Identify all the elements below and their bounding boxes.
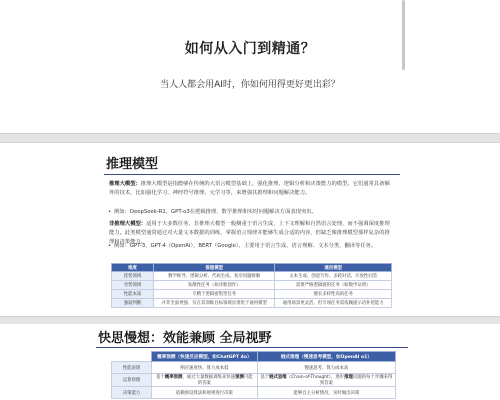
- bullet-example-general: • 例如：GPT-3、GPT-4（OpenAI），BERT（Google），主要用于语言生成、语言理解、文本分类、翻译等任务。: [114, 242, 394, 251]
- cell-emphasis: 预测: [235, 375, 244, 380]
- section-title-reasoning: 推理模型: [106, 157, 159, 172]
- table-cell: 通用场景更灵活，但专项任务需依赖提示语补偿能力: [275, 299, 392, 308]
- page-subtitle: 当人人都会用AI时，你如何用得更好更出彩？: [160, 80, 340, 90]
- table-row: [112, 299, 392, 308]
- table-cell: 劣势领域: [112, 281, 154, 290]
- cell-emphasis: 链式思维: [269, 375, 287, 380]
- table-row: [112, 374, 396, 387]
- table-cell: 优势领域: [112, 272, 154, 281]
- table-row: [112, 362, 396, 374]
- section-title-fast-slow: 快思慢想：效能兼顾 全局视野: [98, 331, 272, 346]
- page-separator: [0, 133, 500, 143]
- table-header: 链式推理（慢速思考模型，如OpenAI o1）: [257, 352, 395, 362]
- cover-page: [0, 0, 500, 133]
- table-header: 通用模型: [275, 264, 392, 272]
- table-row: [112, 272, 392, 281]
- table-cell: 决策能力: [112, 387, 152, 399]
- page-separator: [0, 316, 500, 324]
- term-label: 推理大模型：: [109, 181, 141, 187]
- reasoning-page: [96, 143, 403, 324]
- paragraph-text: 推理大模型是指能够在传统的大语言模型基础上，强化推理、逻辑分析和决策能力的模型。它们通常具备额外的技术，比如强化学习、神经符号推理、元学习等，来增强其推理和问题解决能力。: [109, 181, 390, 196]
- cell-emphasis: 推理: [344, 375, 353, 380]
- table-header: 推理模型: [154, 264, 275, 272]
- table-cell: 数学推导、逻辑分析、代码生成、复杂问题拆解: [154, 272, 275, 281]
- table-cell: 擅长多样性高的任务: [275, 290, 392, 299]
- table-cell: 专精于逻辑密集型任务: [154, 290, 275, 299]
- table-cell: 并非全面更强，仅在其训练目标领域显著优于通用模型: [154, 299, 275, 308]
- paragraph-text: 适用于大多数任务，非推理大模型一般侧重于语言生成、上下文理解和自然语言处理，而不强调深度推理能力。此类模型通常通过对大量文本数据的训练，掌握语言规律并能够生成合适的内容，但缺乏像推理模型那样复杂的推理和决策能力。: [109, 221, 390, 245]
- cell-text: 问题的每个步骤来得到答案: [319, 375, 393, 386]
- fast-slow-page: [96, 324, 408, 400]
- page-title: 如何从入门到精通？: [184, 41, 316, 57]
- table-cell: 发散性任务（如诗歌创作）: [154, 281, 275, 290]
- table-cell: 能够自主分析情况，实时做出决策: [257, 387, 395, 399]
- bullet-example-reasoning: • 例如：DeepSeek-R1，GPT-o3在逻辑推理、数学推理和实时问题解决方面表现突出。: [114, 208, 394, 217]
- comparison-table-reasoning: [111, 263, 392, 308]
- cell-text: 可能的答案: [197, 375, 253, 386]
- paragraph-reasoning-model: [109, 180, 394, 198]
- table-cell: 响应速度快、算力成本低: [152, 362, 258, 374]
- cell-text: （Chain-of-Thought），逐步: [286, 375, 345, 380]
- cell-text: 基于: [156, 375, 165, 380]
- cell-emphasis: 概率预测: [164, 375, 183, 380]
- table-row: [112, 281, 392, 290]
- table-header-empty: [112, 352, 152, 362]
- table-cell: [152, 374, 258, 387]
- table-cell: 运算原理: [112, 374, 152, 387]
- table-header: 维度: [112, 264, 154, 272]
- table-header: 概率预测（快速反应模型，如ChatGPT 4o）: [152, 352, 258, 362]
- table-cell: 性能表现: [112, 362, 152, 374]
- table-cell: 强弱判断: [112, 299, 154, 308]
- table-cell: 文本生成、创意写作、多轮对话、开放性问答: [275, 272, 392, 281]
- scrollbar-thumb[interactable]: [402, 0, 405, 70]
- table-row: [112, 290, 392, 299]
- table-cell: 慢速思考、算力成本高: [257, 362, 395, 374]
- table-cell: 依赖预设算法和规则进行决策: [152, 387, 258, 399]
- table-cell: 性能本质: [112, 290, 154, 299]
- section-divider: [104, 174, 400, 175]
- table-cell: [257, 374, 395, 387]
- cell-text: ，通过大量数据训练来快速: [182, 375, 236, 380]
- cell-text: 基于: [260, 375, 270, 380]
- table-cell: 需要严格逻辑链的任务（如数学证明）: [275, 281, 392, 290]
- term-label: 非推理大模型：: [109, 221, 147, 227]
- section-divider: [96, 347, 408, 348]
- table-row: [112, 387, 396, 399]
- comparison-table-fast-slow: [111, 351, 396, 399]
